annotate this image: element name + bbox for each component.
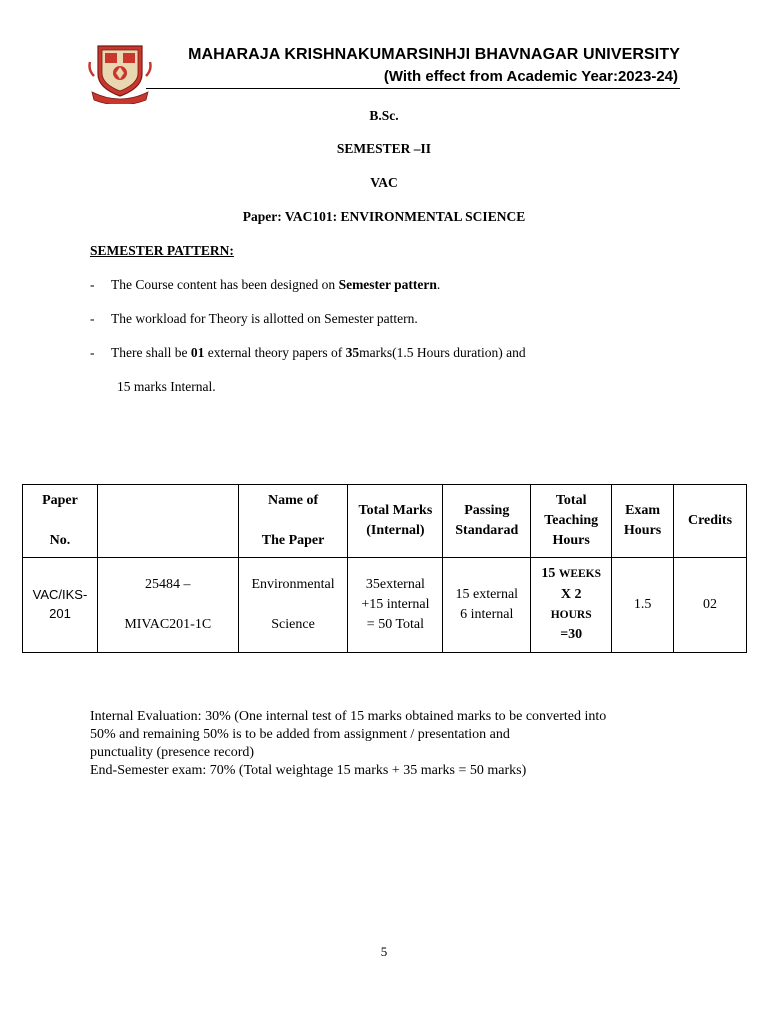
university-name: MAHARAJA KRISHNAKUMARSINHJI BHAVNAGAR UNIVERSITY: [188, 46, 680, 63]
evaluation-notes: [90, 708, 690, 780]
cell-exam-hours: 1.5: [612, 558, 674, 653]
page-header: [86, 38, 680, 98]
evaluation-line: punctuality (presence record): [90, 745, 255, 760]
table-header-row: [23, 485, 747, 558]
university-crest-logo: [88, 40, 152, 104]
header-passing-standard: Passing Standarad: [443, 485, 531, 558]
degree-title: B.Sc.: [369, 108, 399, 123]
page-number: 5: [380, 944, 388, 959]
bullet-item: - There shall be 01 external theory papers of 35marks(1.5 Hours duration) and: [90, 345, 526, 360]
cell-total-marks: 35external +15 internal = 50 Total: [348, 558, 443, 653]
bullet-item: - The Course content has been designed on Semester pattern.: [90, 277, 441, 292]
header-divider: [146, 88, 680, 89]
table-row: [23, 558, 747, 653]
cell-credits: 02: [674, 558, 747, 653]
header-paper-name: Name of The Paper: [238, 485, 348, 558]
header-paper-no: Paper No.: [23, 485, 98, 558]
semester-pattern-table: [22, 484, 747, 653]
cell-paper-name: Environmental Science: [238, 558, 348, 653]
semester-title: SEMESTER –II: [336, 141, 432, 156]
semester-pattern-heading: SEMESTER PATTERN:: [90, 243, 234, 258]
bullet-continuation: 15 marks Internal.: [117, 379, 216, 394]
header-total-marks: Total Marks (Internal): [348, 485, 443, 558]
academic-year-subtitle: (With effect from Academic Year:2023-24): [383, 68, 678, 85]
header-teaching-hours: Total Teaching Hours: [531, 485, 612, 558]
header-credits: Credits: [674, 485, 747, 558]
bullet-item: - The workload for Theory is allotted on Semester pattern.: [90, 311, 418, 326]
cell-passing-standard: 15 external 6 internal: [443, 558, 531, 653]
header-code: [97, 485, 238, 558]
evaluation-line: 50% and remaining 50% is to be added from assignment / presentation and: [90, 727, 510, 742]
cell-teaching-hours: 15 WEEKS X 2 HOURS =30: [531, 558, 612, 653]
cell-paper-no: VAC/IKS- 201: [23, 558, 98, 653]
category-title: VAC: [370, 175, 398, 190]
evaluation-line: Internal Evaluation: 30% (One internal test of 15 marks obtained marks to be converted into: [90, 709, 607, 724]
cell-code: 25484 – MIVAC201-1C: [97, 558, 238, 653]
header-exam-hours: Exam Hours: [612, 485, 674, 558]
evaluation-line: End-Semester exam: 70% (Total weightage 15 marks + 35 marks = 50 marks): [90, 763, 527, 778]
paper-title: Paper: VAC101: ENVIRONMENTAL SCIENCE: [242, 209, 526, 224]
